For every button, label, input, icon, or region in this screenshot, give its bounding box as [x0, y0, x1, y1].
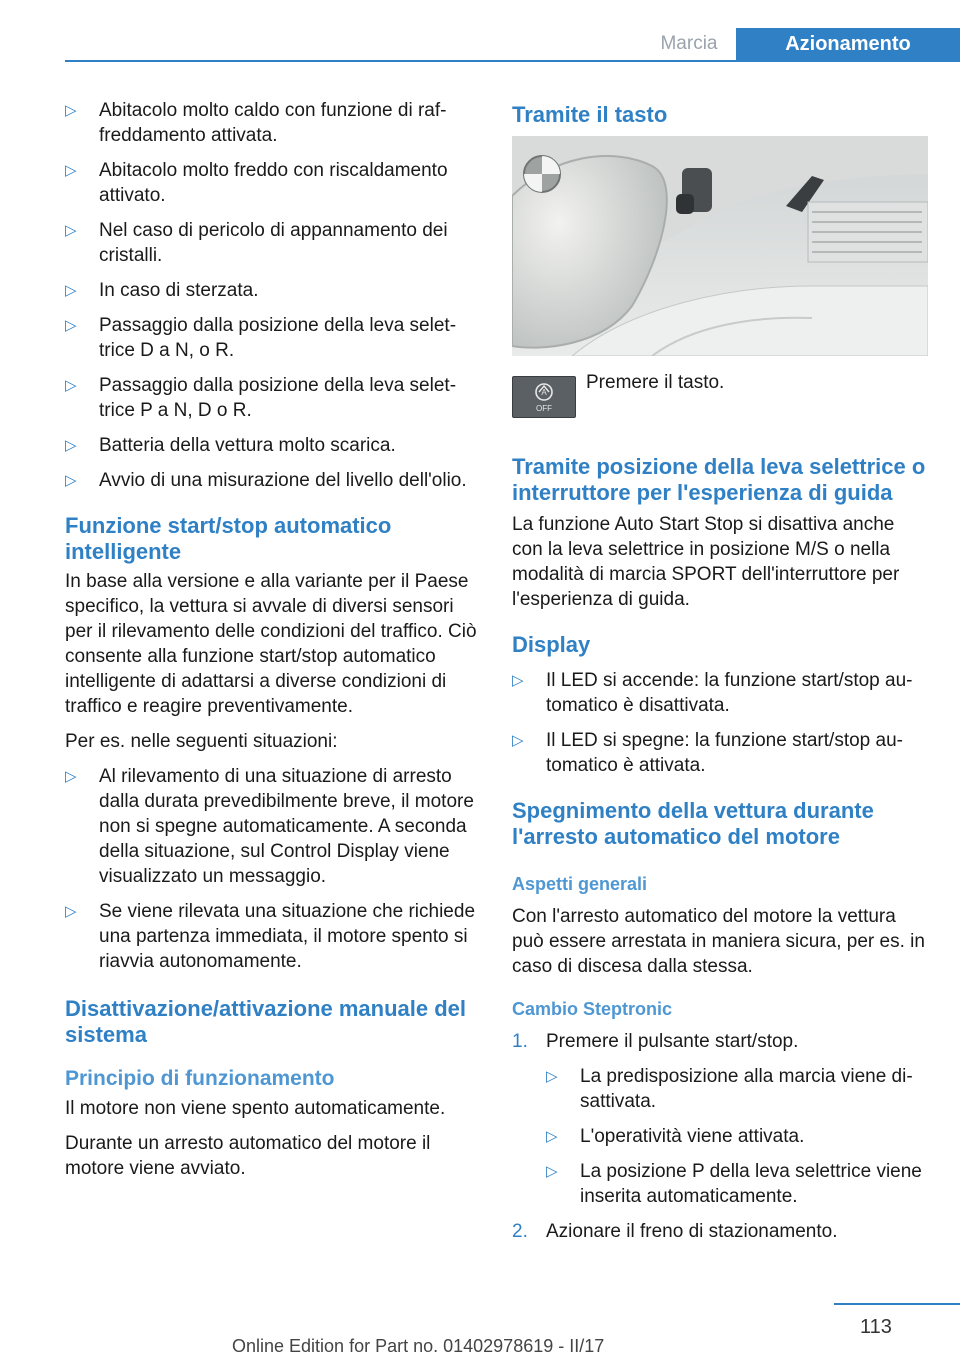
step-item: 1. Premere il pulsante start/stop.	[512, 1031, 799, 1052]
page-number: 113	[860, 1316, 892, 1338]
auto-start-stop-off-icon	[512, 376, 576, 418]
list-item: ▷ L'operatività viene attivata.	[546, 1126, 805, 1147]
heading-smart-start-stop: Funzione start/stop automatico intelligente	[65, 513, 392, 564]
triangle-bullet-icon: ▷	[65, 102, 77, 119]
heading-display: Display	[512, 632, 591, 657]
step-number: 2.	[512, 1221, 528, 1242]
press-button-row	[512, 370, 930, 440]
section-tab-marcia[interactable]: Marcia	[660, 33, 718, 54]
list-item: ▷ Avvio di una misurazione del livello dell'olio.	[65, 470, 467, 491]
footer-rule	[834, 1303, 960, 1305]
heading-manual-toggle: Disattivazione/attivazione manuale del sistema	[65, 996, 467, 1047]
header-rule	[65, 60, 960, 62]
heading-shutdown: Spegnimento della vettura durante l'arresto automatico del motore	[512, 798, 874, 849]
svg-text:A: A	[541, 388, 547, 397]
step-number: 1.	[512, 1031, 528, 1052]
display-list	[512, 668, 930, 778]
triangle-bullet-icon: ▷	[65, 317, 77, 334]
list-item: ▷ Passaggio dalla posizione della leva selettrice P a N, D o R.	[65, 375, 457, 421]
heading-via-lever: Tramite posizione della leva selettrice o interruttore per l'esperienza di guida	[512, 454, 926, 505]
triangle-bullet-icon: ▷	[65, 282, 77, 299]
list-item: ▷ Il LED si accende: la funzione start/stop automatico è disattivata.	[512, 670, 913, 716]
conditions-list	[65, 98, 480, 493]
list-item: ▷ Passaggio dalla posizione della leva selettrice D a N, o R.	[65, 315, 457, 361]
step-item: 2. Azionare il freno di stazionamento.	[512, 1221, 838, 1242]
triangle-bullet-icon: ▷	[512, 732, 524, 749]
paragraph-principle-2: Durante un arresto automatico del motore il motore viene avviato.	[65, 1133, 431, 1179]
triangle-bullet-icon: ▷	[65, 437, 77, 454]
list-item: ▷ Se viene rilevata una situazione che richiede una partenza immediata, il motore spento si riavvia autonomamente.	[65, 901, 476, 972]
steptronic-steps	[512, 1029, 930, 1244]
list-item: ▷ In caso di sterzata.	[65, 280, 259, 301]
heading-via-button: Tramite il tasto	[512, 102, 668, 127]
triangle-bullet-icon: ▷	[546, 1128, 558, 1145]
page-header	[0, 0, 960, 62]
left-column	[65, 98, 480, 1191]
triangle-bullet-icon: ▷	[65, 377, 77, 394]
cockpit-photo	[512, 136, 928, 356]
triangle-bullet-icon: ▷	[65, 903, 77, 920]
list-item: ▷ Batteria della vettura molto scarica.	[65, 435, 396, 456]
triangle-bullet-icon: ▷	[65, 222, 77, 239]
paragraph-lever: La funzione Auto Start Stop si disattiva anche con la leva selettrice in posizione M/S o nella modalità di marcia SPORT dell'interruttore per l'esperienza di guida.	[512, 514, 900, 610]
triangle-bullet-icon: ▷	[512, 672, 524, 689]
list-item: ▷ Abitacolo molto freddo con riscaldamento attivato.	[65, 160, 448, 206]
triangle-bullet-icon: ▷	[65, 162, 77, 179]
paragraph-smart: In base alla versione e alla variante per il Paese specifico, la vettura si avvale di diversi sensori per il rilevamento delle condizioni del traffico. Ciò consente alla funzione start/stop automatico intelligente di adattarsi a diverse condizioni di traffico e reagire preventivamente.	[65, 571, 477, 717]
list-item: ▷ Il LED si spegne: la funzione start/stop automatico è attivata.	[512, 730, 903, 776]
list-item: ▷ La posizione P della leva selettrice viene inserita automaticamente.	[546, 1161, 922, 1207]
triangle-bullet-icon: ▷	[65, 768, 77, 785]
section-tab-azionamento[interactable]: Azionamento	[736, 28, 960, 60]
list-item: ▷ Al rilevamento di una situazione di arresto dalla durata prevedibilmente breve, il motore non si spegne automaticamente. A seconda della situazione, sul Control Display viene visualizzato un messaggio.	[65, 766, 474, 887]
paragraph-general: Con l'arresto automatico del motore la vettura può essere arrestata in maniera sicura, per es. in caso di discesa dalla stessa.	[512, 906, 925, 977]
triangle-bullet-icon: ▷	[65, 472, 77, 489]
paragraph-principle-1: Il motore non viene spento automaticamente.	[65, 1098, 446, 1119]
heading-principle: Principio di funzionamento	[65, 1067, 335, 1090]
list-item: ▷ Nel caso di pericolo di appannamento dei cristalli.	[65, 220, 448, 266]
edition-footer: Online Edition for Part no. 01402978619 - II/17	[232, 1336, 605, 1356]
list-item: ▷ La predisposizione alla marcia viene disattivata.	[546, 1066, 913, 1112]
button-icon-label: OFF	[536, 404, 552, 413]
triangle-bullet-icon: ▷	[546, 1068, 558, 1085]
heading-general: Aspetti generali	[512, 874, 648, 894]
press-button-text: Premere il tasto.	[586, 372, 725, 393]
list-item: ▷ Abitacolo molto caldo con funzione di raffreddamento attivata.	[65, 100, 447, 146]
smart-situations-list	[65, 764, 480, 974]
triangle-bullet-icon: ▷	[546, 1163, 558, 1180]
heading-steptronic: Cambio Steptronic	[512, 999, 673, 1019]
right-column	[512, 98, 930, 1254]
paragraph-example: Per es. nelle seguenti situazioni:	[65, 731, 338, 752]
step-1-sublist	[512, 1064, 930, 1209]
